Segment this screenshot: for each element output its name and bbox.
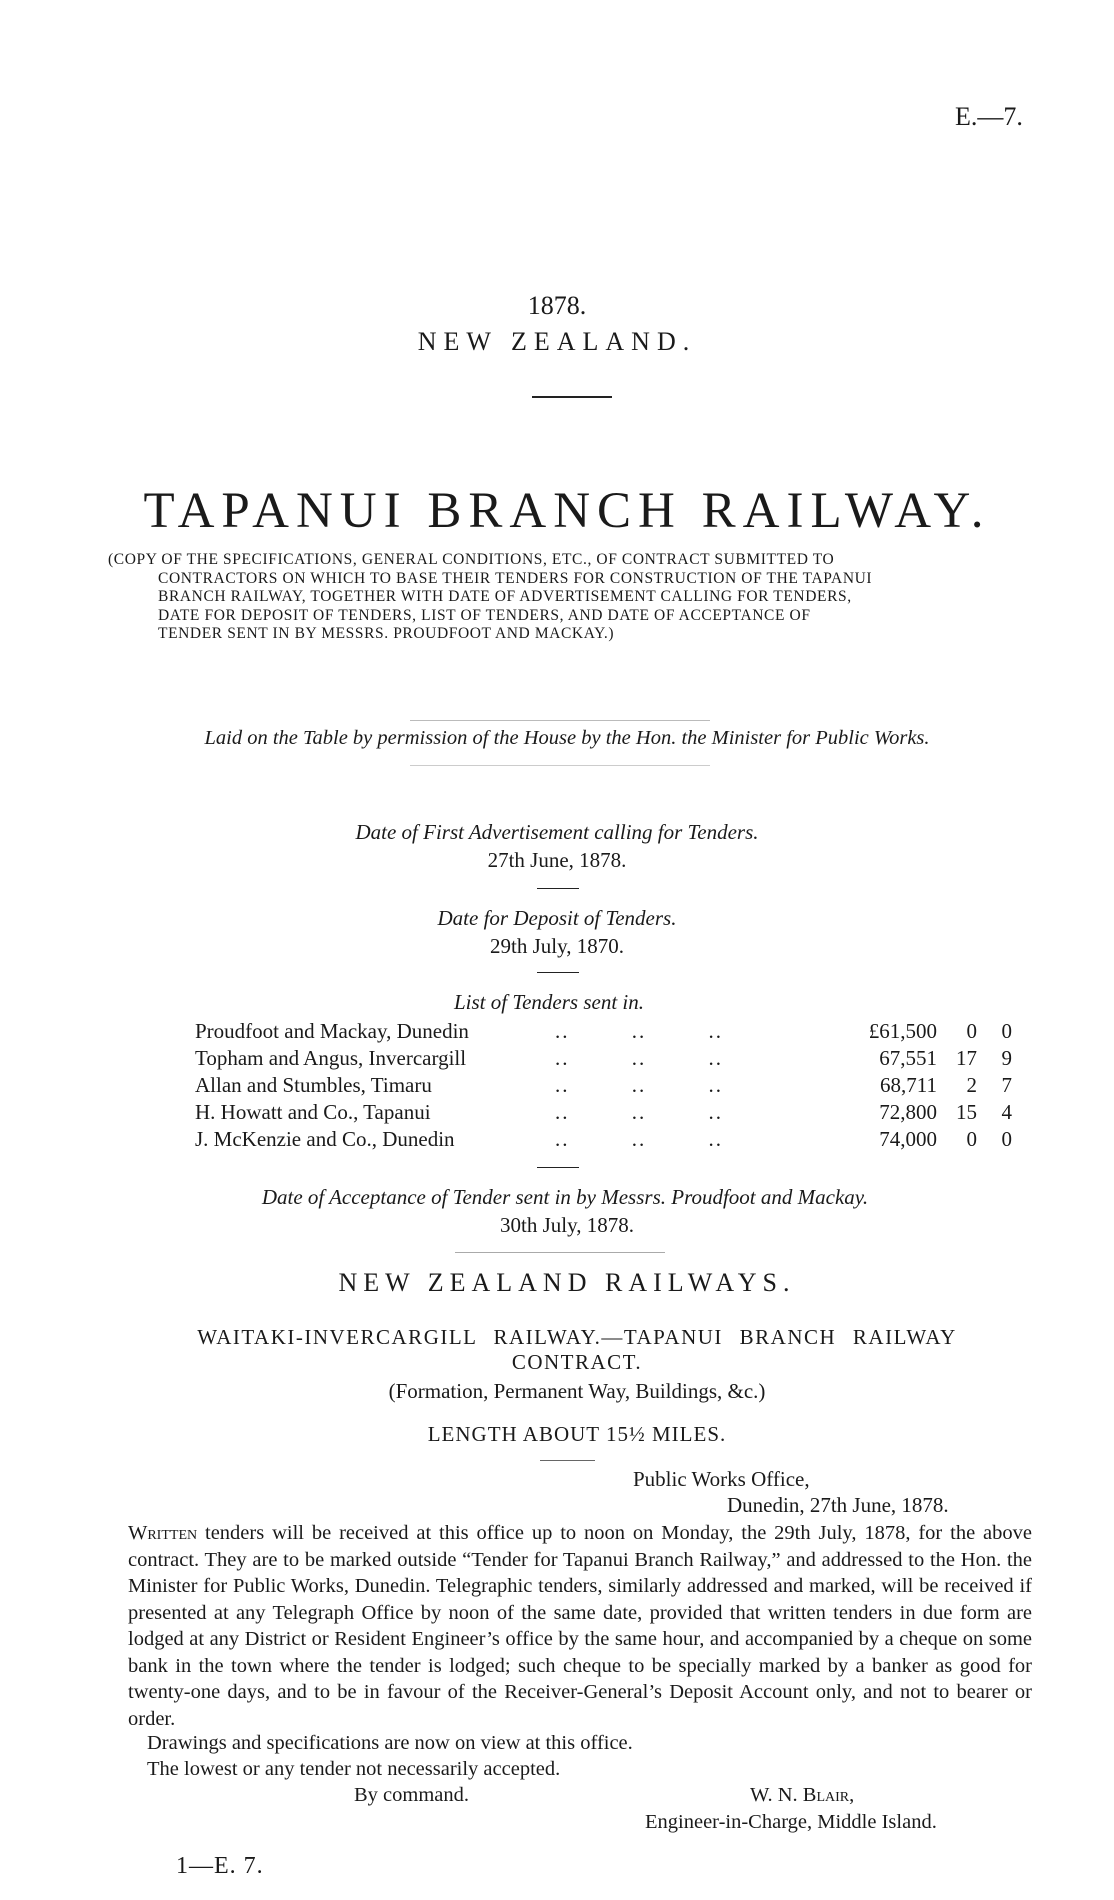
subtitle-line: BRANCH RAILWAY, TOGETHER WITH DATE OF ADVERTISEMENT CALLING FOR TENDERS, [158,588,852,606]
tender-list-heading: List of Tenders sent in. [453,990,644,1014]
dates-divider-1 [537,888,579,889]
contract-scope: (Formation, Permanent Way, Buildings, &c.) [388,1379,766,1403]
first-advertisement-date: 27th June, 1878. [487,848,627,872]
tender-row [195,1100,1012,1127]
notice-body-text: tenders will be received at this office up to noon on Monday, the 29th July, 1878, for the above contract. They are to be marked outside “Tender for Tapanui Branch Railway,” and addressed to the Hon. the Minister for Public Works, Dunedin. Telegraphic tenders, similarly addressed and marked, will be received if presented at any Telegraph Office by noon of the same date, provided that written tenders in due form are lodged at any District or Resident Engineer’s office by the same hour, and accompanied by a cheque on some bank in the town where the tender is lodged; such cheque to be specially marked by a banker as good for twenty-one days, and to be in favour of the Receiver-General’s Deposit Account only, and not to bearer or order. [128,1522,1032,1730]
title-divider [532,396,612,398]
length-divider [540,1460,595,1461]
tender-row [195,1073,1012,1100]
tenderer-name: Proudfoot and Mackay, Dunedin [195,1019,469,1043]
tender-shillings: 15 [956,1100,977,1124]
tender-amount: 68,711 [880,1073,937,1097]
dates-divider-2 [537,972,579,973]
notice-body [128,1520,1032,1732]
drawings-note: Drawings and specifications are now on view at this office. [147,1732,633,1754]
tender-shillings: 0 [966,1127,977,1151]
sheet-reference: 1—E. 7. [176,1853,264,1879]
tender-shillings: 17 [956,1046,977,1070]
tender-amount: £61,500 [868,1019,937,1043]
tenderer-name: J. McKenzie and Co., Dunedin [195,1127,455,1151]
document-year: 1878. [527,291,587,320]
leader-dots: .. .. .. [555,1127,723,1151]
leader-dots: .. .. .. [555,1100,723,1124]
tender-pence: 7 [1001,1073,1012,1097]
tender-pence: 4 [1001,1100,1012,1124]
tenderer-name: Topham and Angus, Invercargill [195,1046,467,1070]
notice-body-first-word: Written [128,1522,198,1544]
page-reference: E.—7. [955,102,1023,131]
tender-shillings: 2 [966,1073,977,1097]
tender-amount: 67,551 [879,1046,937,1070]
tender-amount: 74,000 [879,1127,937,1151]
by-command: By command. [354,1784,470,1806]
tenderer-name: Allan and Stumbles, Timaru [195,1073,432,1097]
subtitle-line: CONTRACTORS ON WHICH TO BASE THEIR TENDERS FOR CONSTRUCTION OF THE TAPANUI [158,569,873,587]
subtitle-line: (COPY OF THE SPECIFICATIONS, GENERAL CONDITIONS, ETC., OF CONTRACT SUBMITTED TO [108,551,835,568]
tender-shillings: 0 [966,1019,977,1043]
leader-dots: .. .. .. [555,1046,723,1070]
tender-pence: 0 [1001,1019,1012,1043]
acceptance-heading: Date of Acceptance of Tender sent in by Messrs. Proudfoot and Mackay. [261,1185,869,1209]
laid-on-table-note: Laid on the Table by permission of the House by the Hon. the Minister for Public Works. [204,727,930,749]
tenderer-name: H. Howatt and Co., Tapanui [195,1100,431,1124]
document-title: TAPANUI BRANCH RAILWAY. [143,483,991,539]
laid-divider-top [410,720,710,721]
laid-divider-bottom [410,765,710,766]
tender-row [195,1127,1012,1154]
contract-title-line-1: WAITAKI-INVERCARGILL RAILWAY.—TAPANUI BRANCH RAILWAY [197,1325,957,1349]
office-address: Public Works Office, [633,1467,810,1491]
tender-amount: 72,800 [879,1100,937,1124]
contract-title-line-2: CONTRACT. [511,1350,643,1374]
subtitle-line: TENDER SENT IN BY MESSRS. PROUDFOOT AND MACKAY.) [158,625,615,643]
tender-list-divider [537,1167,579,1168]
tender-pence: 9 [1001,1046,1012,1070]
acceptance-date: 30th July, 1878. [500,1213,634,1237]
tender-row [195,1046,1012,1073]
deposit-heading: Date for Deposit of Tenders. [437,906,677,930]
notice-heading: NEW ZEALAND RAILWAYS. [338,1268,796,1297]
document-subtitle [108,551,1038,644]
leader-dots: .. .. .. [555,1019,723,1043]
leader-dots: .. .. .. [555,1073,723,1097]
notice-divider [455,1252,665,1253]
tender-pence: 0 [1001,1127,1012,1151]
signatory-title: Engineer-in-Charge, Middle Island. [645,1811,937,1833]
signatory-name: W. N. Blair, [750,1784,855,1806]
document-country: NEW ZEALAND. [417,327,697,356]
first-advertisement-heading: Date of First Advertisement calling for Tenders. [355,820,759,844]
lowest-tender-note: The lowest or any tender not necessarily accepted. [147,1758,561,1780]
contract-length: LENGTH ABOUT 15½ MILES. [427,1422,727,1446]
office-place-date: Dunedin, 27th June, 1878. [727,1493,949,1517]
deposit-date: 29th July, 1870. [490,934,624,958]
subtitle-line: DATE FOR DEPOSIT OF TENDERS, LIST OF TENDERS, AND DATE OF ACCEPTANCE OF [158,606,811,624]
tender-row [195,1019,1012,1046]
